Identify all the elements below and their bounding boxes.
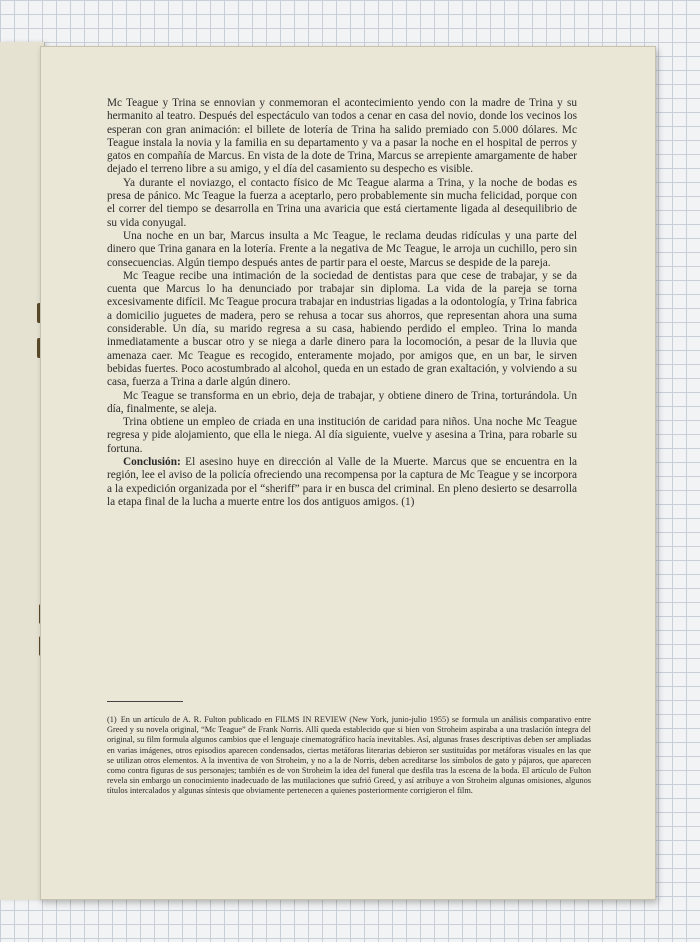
paragraph: Una noche en un bar, Marcus insulta a Mc Teague, le reclama deudas ridículas y una parte del dinero que Trina ganara en la lotería. Frente a la negativa de Mc Teague, le arroja un cuchillo, pero sin consecuencias. Algún tiempo después antes de partir para el oeste, Marcus se despide de la pareja. xyxy=(107,229,577,269)
conclusion-paragraph xyxy=(107,456,577,509)
paragraph: Mc Teague recibe una intimación de la sociedad de dentistas para que cese de trabajar, y se da cuenta que Marcus lo ha denunciado por trabajar sin diploma. La vida de la pareja se torna excesivamente difícil. Mc Teague procura trabajar en industrias ligadas a la odontología, y Trina fabrica a domicilio juguetes de madera, pero se rehusa a tocar sus ahorros, que representan ahora una suma considerable. Un día, su marido regresa a su casa, habiendo perdido el empleo. Trina lo manda inmediatamente a buscar otro y se niega a darle dinero para la locomoción, a pesar de la lluvia que amenaza caer. Mc Teague es recogido, enteramente mojado, por amigos que, en un bar, le sirven bebidas fuertes. Poco acostumbrado al alcohol, queda en un estado de gran exaltación, y volviendo a su casa, fuerza a Trina a darle algún dinero. xyxy=(107,269,577,389)
paragraph: Mc Teague se transforma en un ebrio, deja de trabajar, y obtiene dinero de Trina, torturándola. Un día, finalmente, se aleja. xyxy=(107,389,577,415)
previous-page-edge xyxy=(0,42,45,900)
conclusion-text: El asesino huye en dirección al Valle de la Muerte. Marcus que se encuentra en la región, lee el aviso de la policía ofreciendo una recompensa por la captura de Mc Teague y se incorpora a la expedición organizada por el “sheriff” para ir en busca del criminal. En pleno desierto se desarrolla la etapa final de la lucha a muerte entre los dos antiguos amigos. (1) xyxy=(107,456,577,508)
paragraph: Ya durante el noviazgo, el contacto físico de Mc Teague alarma a Trina, y la noche de bodas es presa de pánico. Mc Teague la fuerza a aceptarlo, pero probablemente sin mucha felicidad, porque con el correr del tiempo se desarrolla en Trina una avaricia que está ciertamente ligada al desequilibrio de su vida conyugal. xyxy=(107,176,577,229)
paragraph: Trina obtiene un empleo de criada en una institución de caridad para niños. Una noche Mc Teague regresa y pide alojamiento, que ella le niega. Al día siguiente, vuelve y asesina a Trina, para robarle su fortuna. xyxy=(107,416,577,455)
body-text xyxy=(107,97,577,509)
footnote-text: En un artículo de A. R. Fulton publicado en FILMS IN REVIEW (New York, junio-julio 1955) se formula un análisis comparativo entre Greed y su novela original, “Mc Teague” de Frank Norris. Allí queda establecido que si bien von Stroheim aspiraba a una traslación íntegra del original, su film formula algunos cambios que el lenguaje cinematográfico hacía inevitables. Así, algunas frases descriptivas deben ser ampliadas en varias imágenes, otros episodios aparecen condensados, ciertas metáforas literarias debieron ser sustituídas por metáforas visuales en las que se utilizan otros elementos. A la inventiva de von Stroheim, y no a la de Norris, deben acreditarse los símbolos de gato y pájaros, que aparecen como contra figuras de sus personajes; también es de von Stroheim la idea del funeral que desfila tras la escena de la boda. El artículo de Fulton revela sin embargo un conocimiento inadecuado de las mutilaciones que sufrió Greed, y así atribuye a von Stroheim algunas omisiones, algunos títulos intercalados y algunas síntesis que obviamente pertenecen a quienes posteriormente corrigieron el film. xyxy=(107,715,591,796)
conclusion-label: Conclusión: xyxy=(123,456,181,469)
paragraph: Mc Teague y Trina se ennovian y conmemoran el acontecimiento yendo con la madre de Trina y su hermanito al teatro. Después del espectáculo van todos a cenar en casa del novio, donde los vecinos los esperan con gran animación: el billete de lotería de Trina ha salido premiado con 5.000 dólares. Mc Teague instala la novia y la familia en su departamento y va a pasar la noche en el hospital de perros y gatos en compañía de Marcus. En vista de la dote de Trina, Marcus se arrepiente amargamente de haber dejado el terreno libre a su amigo, y el día del casamiento su despecho es visible. xyxy=(107,97,577,176)
footnote-divider xyxy=(107,701,183,702)
document-page xyxy=(40,46,656,900)
footnote-number: (1) xyxy=(107,715,117,724)
footnote xyxy=(107,715,591,797)
